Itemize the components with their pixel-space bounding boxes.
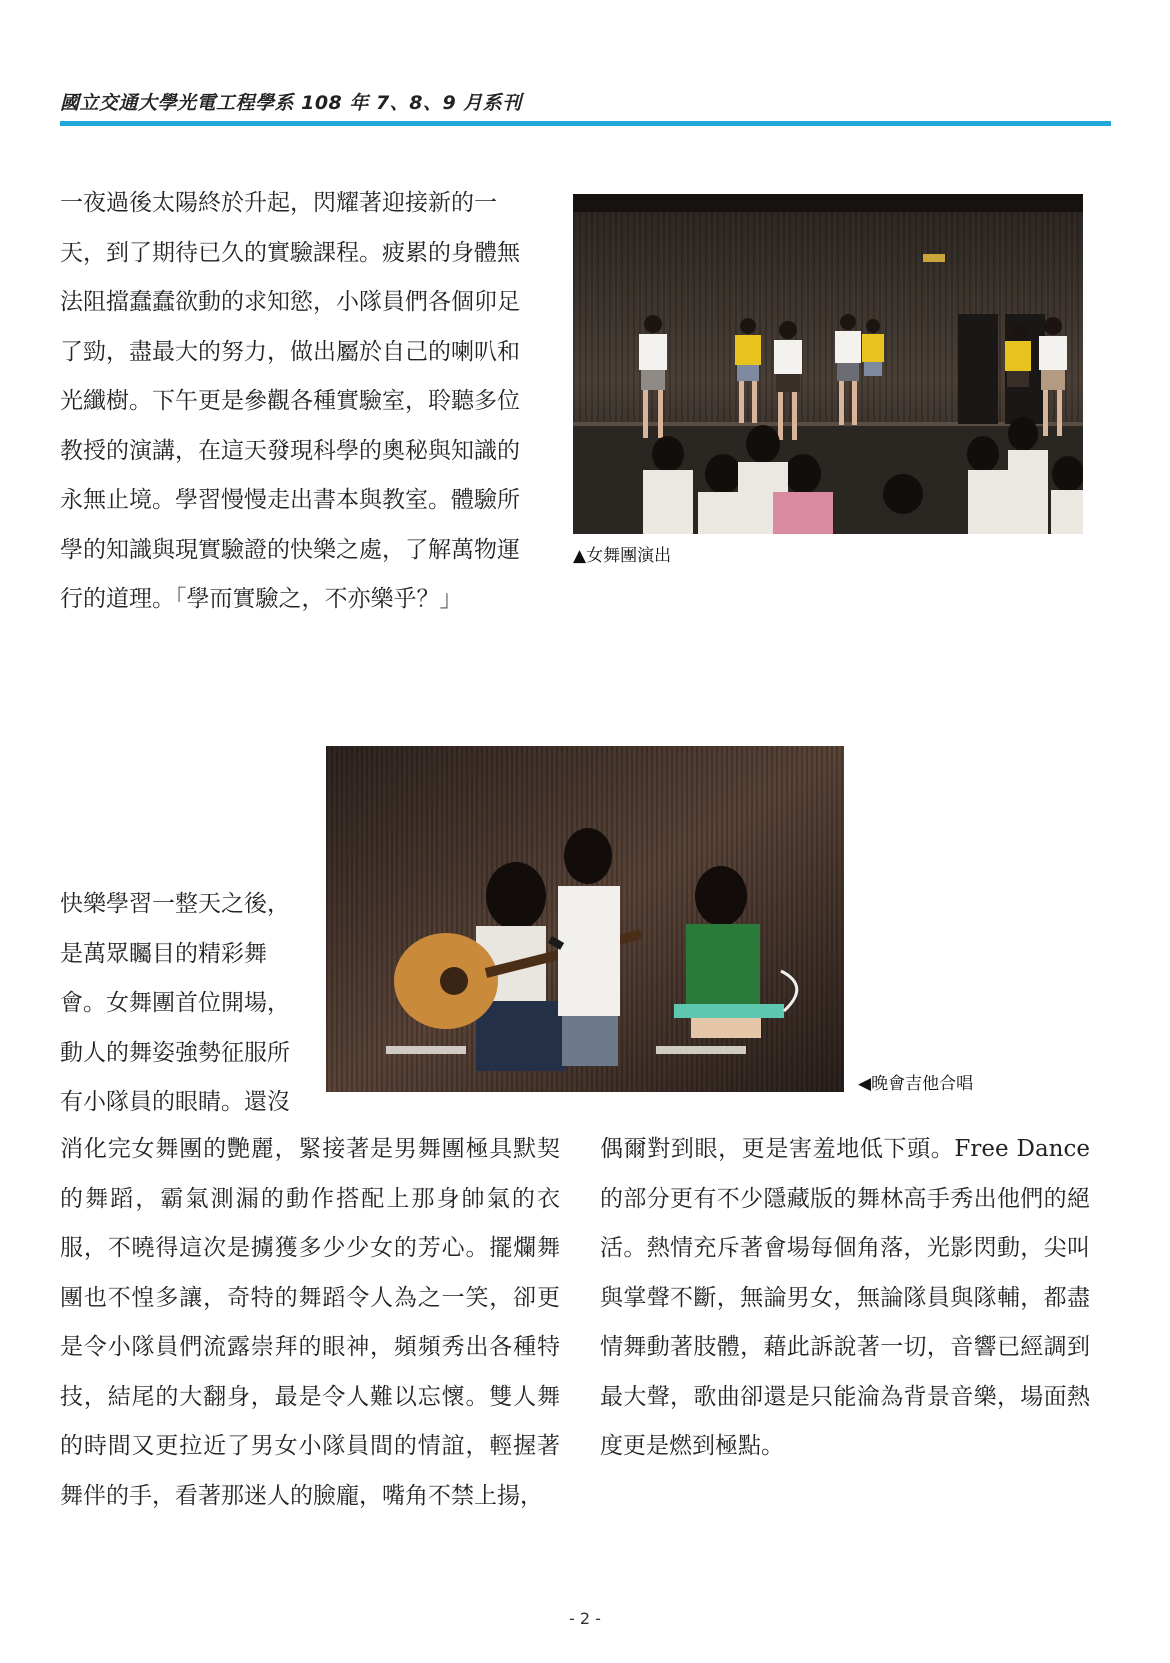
newsletter-header: 國立交通大學光電工程學系 108 年 7、8、9 月系刊 bbox=[60, 92, 522, 114]
page-number: - 2 - bbox=[569, 1609, 601, 1628]
dance-performance-photo bbox=[573, 194, 1083, 534]
paragraph-dance-intro: 快樂學習一整天之後，是萬眾矚目的精彩舞會。女舞團首位開場，動人的舞姿強勢征服所有小隊員的眼睛。還沒 bbox=[60, 891, 290, 1115]
photo1-caption: ▲女舞團演出 bbox=[573, 546, 672, 566]
photo2-caption: ◀晚會吉他合唱 bbox=[858, 1074, 974, 1094]
paragraph-free-dance: 偶爾對到眼，更是害羞地低下頭。Free Dance 的部分更有不少隱藏版的舞林高手秀出他們的絕活。熱情充斥著會場每個角落，光影閃動，尖叫與掌聲不斷，無論男女，無論隊員與隊輔，都盡情舞動著肢體，藉此訴說著一切，音響已經調到最大聲，歌曲卻還是只能淪為背景音樂，場面熱度更是燃到極點。 bbox=[600, 1136, 1090, 1459]
guitar-performance-photo bbox=[326, 746, 844, 1092]
header-rule bbox=[60, 121, 1111, 126]
paragraph-experiment-day: 一夜過後太陽終於升起，閃耀著迎接新的一天，到了期待已久的實驗課程。疲累的身體無法阻擋蠢蠢欲動的求知慾，小隊員們各個卯足了勁，盡最大的努力，做出屬於自己的喇叭和光纖樹。下午更是參觀各種實驗室，聆聽多位教授的演講，在這天發現科學的奧秘與知識的永無止境。學習慢慢走出書本與教室。體驗所學的知識與現實驗證的快樂之處，了解萬物運行的道理。「學而實驗之，不亦樂乎？」 bbox=[60, 190, 520, 612]
paragraph-dance-continued: 消化完女舞團的艷麗，緊接著是男舞團極具默契的舞蹈，霸氣測漏的動作搭配上那身帥氣的衣服，不曉得這次是擄獲多少少女的芳心。擺爛舞團也不惶多讓，奇特的舞蹈令人為之一笑，卻更是令小隊員們流露崇拜的眼神，頻頻秀出各種特技，結尾的大翻身，最是令人難以忘懷。雙人舞的時間又更拉近了男女小隊員間的情誼，輕握著舞伴的手，看著那迷人的臉龐，嘴角不禁上揚， bbox=[60, 1136, 560, 1509]
